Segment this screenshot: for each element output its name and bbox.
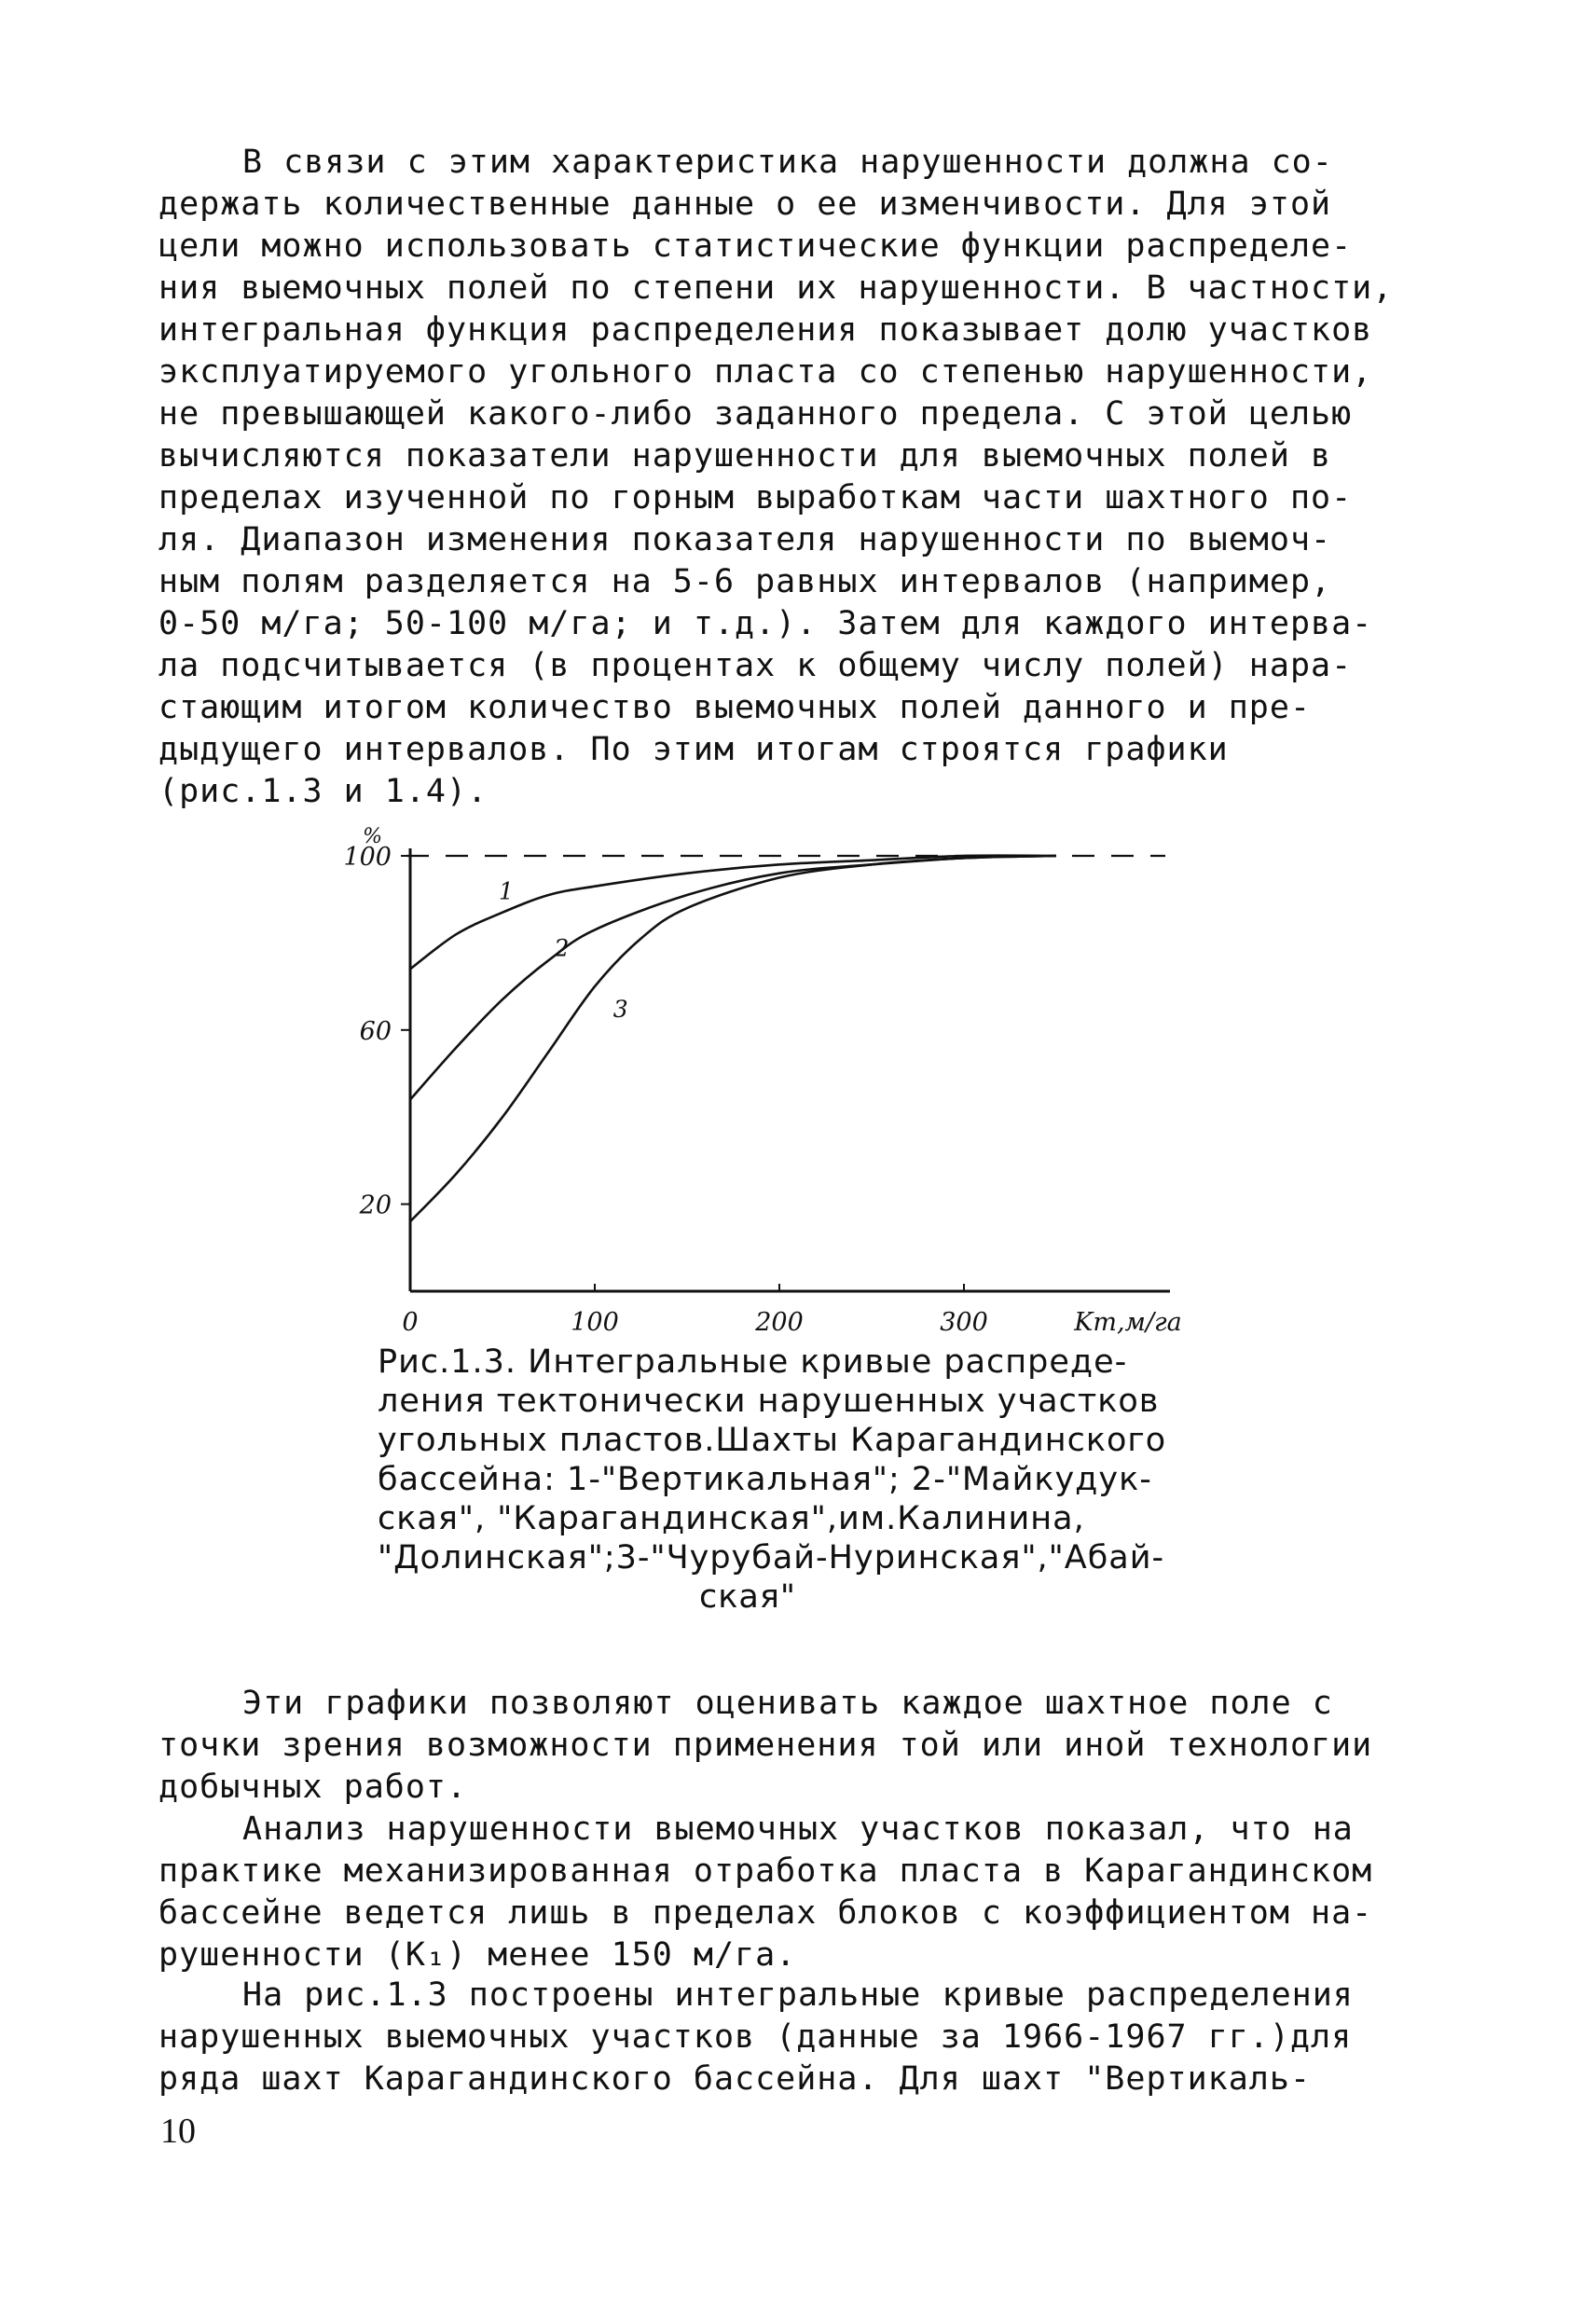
text-line: держать количественные данные о ее изменчивости. Для этой	[158, 186, 1332, 223]
text-line: ла подсчитывается (в процентах к общему числу полей) нара-	[158, 647, 1353, 684]
caption-line: ская"	[699, 1578, 796, 1616]
text-line: цели можно использовать статистические функции распределе-	[158, 227, 1353, 265]
page-number: 10	[160, 2112, 196, 2151]
x-tick-label: 0	[402, 1308, 419, 1337]
text-line: бассейне ведется лишь в пределах блоков с коэффициентом на-	[158, 1894, 1373, 1932]
text-line: Анализ нарушенности выемочных участков показал, что на	[242, 1810, 1354, 1848]
text-line: точки зрения возможности применения той или иной технологии	[158, 1727, 1373, 1764]
caption-line: ская", "Карагандинская",им.Калинина,	[378, 1500, 1085, 1537]
series-label-3: 3	[612, 995, 628, 1023]
series-curve-1	[410, 856, 1056, 970]
text-line: не превышающей какого-либо заданного предела. С этой целью	[158, 395, 1353, 433]
y-tick-label: 20	[359, 1191, 392, 1220]
text-line: добычных работ.	[158, 1769, 468, 1806]
caption-line: Рис.1.3. Интегральные кривые распреде-	[378, 1343, 1128, 1381]
text-line: ряда шахт Карагандинского бассейна. Для шахт "Вертикаль-	[158, 2060, 1312, 2098]
text-line: ния выемочных полей по степени их нарушенности. В частности,	[158, 269, 1394, 307]
y-tick-label: 60	[359, 1016, 392, 1046]
paragraph-figure-reference	[158, 1975, 1445, 2100]
text-line: эксплуатируемого угольного пласта со степенью нарушенности,	[158, 353, 1373, 391]
y-axis-label: %	[363, 825, 382, 848]
paragraph-intro	[158, 142, 1445, 813]
figure-caption	[378, 1342, 1263, 1617]
text-line: интегральная функция распределения показывает долю участков	[158, 311, 1373, 349]
text-line: (рис.1.3 и 1.4).	[158, 773, 488, 810]
text-line: нарушенных выемочных участков (данные за 1966-1967 гг.)для	[158, 2018, 1353, 2056]
text-line: стающим итогом количество выемочных полей данного и пре-	[158, 689, 1312, 726]
text-line: ля. Диапазон изменения показателя нарушенности по выемоч-	[158, 521, 1332, 558]
caption-line: угольных пластов.Шахты Карагандинского	[378, 1422, 1167, 1459]
series-label-2: 2	[554, 934, 570, 962]
caption-line: бассейна: 1-"Вертикальная"; 2-"Майкудук-	[378, 1461, 1152, 1498]
series-label-1: 1	[499, 877, 514, 905]
text-line: 0-50 м/га; 50-100 м/га; и т.д.). Затем для каждого интерва-	[158, 605, 1373, 642]
integral-distribution-chart	[0, 820, 1596, 1361]
text-line: дыдущего интервалов. По этим итогам строятся графики	[158, 731, 1229, 768]
x-tick-label: 200	[755, 1308, 804, 1337]
text-line: В связи с этим характеристика нарушенности должна со-	[242, 144, 1333, 181]
x-tick-label: 100	[571, 1308, 619, 1337]
caption-line: "Долинская";3-"Чурубай-Нуринская","Абай-	[378, 1539, 1165, 1576]
text-line: рушенности (К₁) менее 150 м/га.	[158, 1936, 797, 1974]
text-line: На рис.1.3 построены интегральные кривые распределения	[242, 1976, 1354, 2014]
x-axis-label: Kт,м/га	[1074, 1308, 1182, 1337]
text-line: ным полям разделяется на 5-6 равных интервалов (например,	[158, 563, 1332, 600]
text-line: пределах изученной по горным выработкам части шахтного по-	[158, 479, 1353, 516]
text-line: Эти графики позволяют оценивать каждое шахтное поле с	[242, 1685, 1333, 1722]
caption-line: ления тектонически нарушенных участков	[378, 1383, 1160, 1420]
paragraph-analysis	[158, 1809, 1445, 1976]
text-line: практике механизированная отработка пласта в Карагандинском	[158, 1852, 1373, 1890]
x-tick-label: 300	[940, 1308, 988, 1337]
paragraph-graphs-use	[158, 1683, 1445, 1809]
text-line: вычисляются показатели нарушенности для выемочных полей в	[158, 437, 1332, 475]
y-tick-label: 100	[343, 843, 392, 872]
